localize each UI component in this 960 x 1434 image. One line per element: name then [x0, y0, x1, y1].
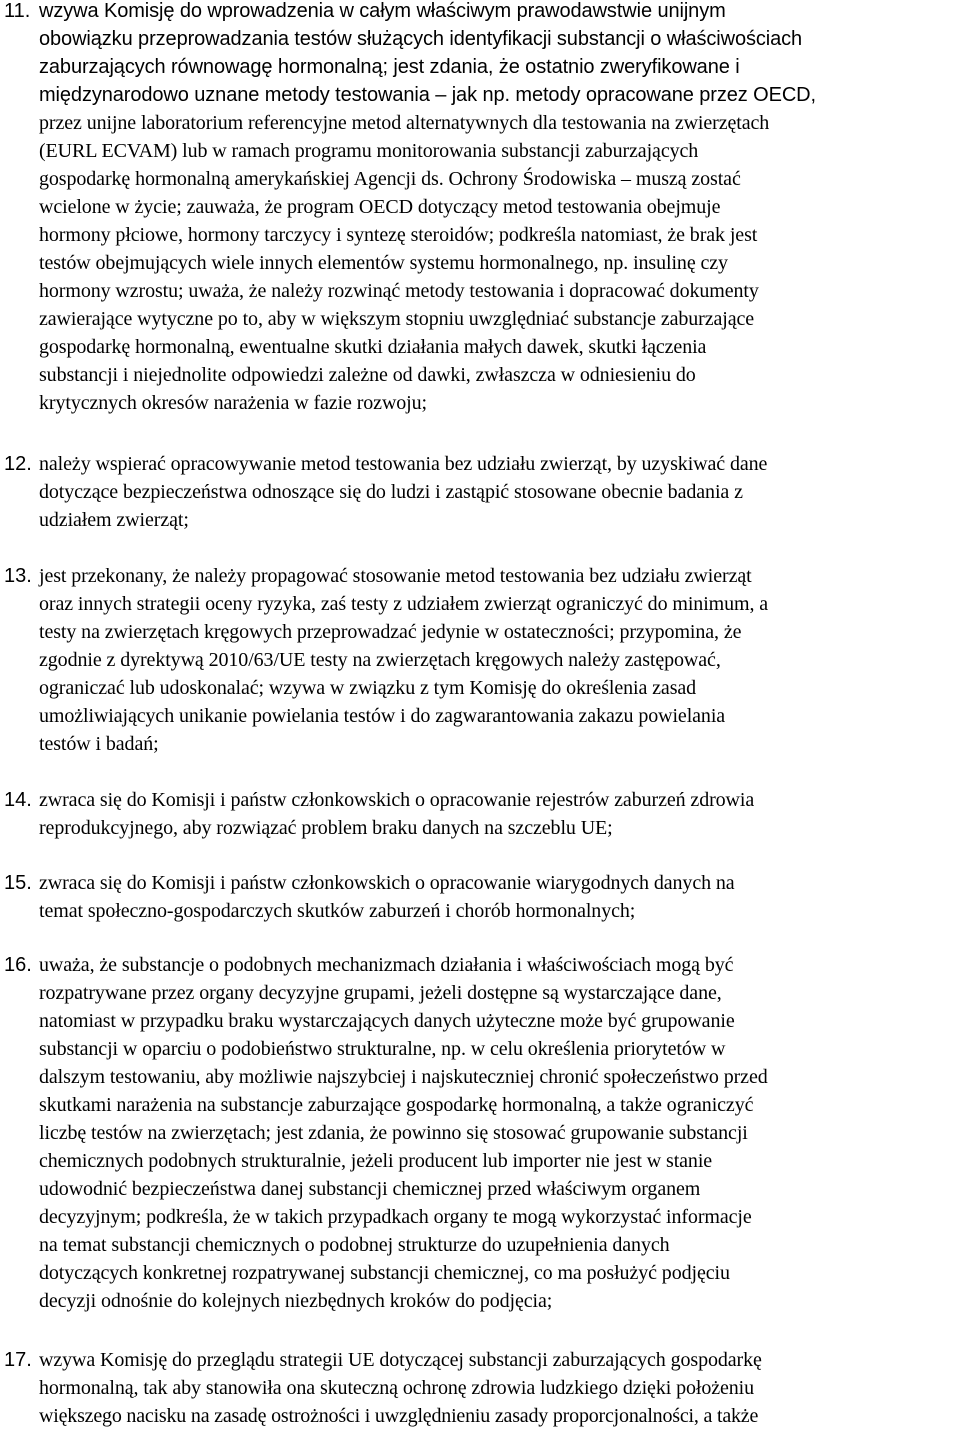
paragraph-line: wzywa Komisję do przeglądu strategii UE dotyczącej substancji zaburzających gospodarkę	[39, 1349, 762, 1371]
paragraph-16	[0, 951, 960, 1315]
paragraph-line: substancji w oparciu o podobieństwo strukturalne, np. w celu określenia priorytetów w	[39, 1038, 726, 1060]
paragraph-line: międzynarodowo uznane metody testowania – jak np. metody opracowane przez OECD,	[39, 84, 816, 106]
paragraph-number: 15.	[4, 872, 32, 894]
paragraph-line: obowiązku przeprowadzania testów służących identyfikacji substancji o właściwościach	[39, 28, 803, 50]
paragraph-line: udziałem zwierząt;	[39, 509, 189, 531]
paragraph-line: uważa, że substancje o podobnych mechanizmach działania i właściwościach mogą być	[39, 954, 734, 976]
paragraph-14	[0, 786, 960, 842]
paragraph-line: jest przekonany, że należy propagować stosowanie metod testowania bez udziału zwierząt	[39, 565, 752, 587]
paragraph-13	[0, 562, 960, 758]
paragraph-line: natomiast w przypadku braku wystarczających danych użyteczne może być grupowanie	[39, 1010, 735, 1032]
paragraph-number: 16.	[4, 954, 32, 976]
paragraph-line: wcielone w życie; zauważa, że program OECD dotyczący metod testowania obejmuje	[39, 196, 721, 218]
paragraph-17	[0, 1346, 960, 1430]
paragraph-line: testów obejmujących wiele innych elementów systemu hormonalnego, np. insulinę czy	[39, 252, 728, 274]
paragraph-line: reprodukcyjnego, aby rozwiązać problem braku danych na szczeblu UE;	[39, 817, 613, 839]
paragraph-line: hormony wzrostu; uważa, że należy rozwinąć metody testowania i dopracować dokumenty	[39, 280, 759, 302]
paragraph-line: zwraca się do Komisji i państw członkowskich o opracowanie rejestrów zaburzeń zdrowia	[39, 789, 755, 811]
paragraph-line: krytycznych okresów narażenia w fazie rozwoju;	[39, 392, 427, 414]
paragraph-line: (EURL ECVAM) lub w ramach programu monitorowania substancji zaburzających	[39, 140, 699, 162]
paragraph-line: udowodnić bezpieczeństwa danej substancji chemicznej przed właściwym organem	[39, 1178, 701, 1200]
paragraph-line: decyzji odnośnie do kolejnych niezbędnych kroków do podjęcia;	[39, 1290, 553, 1312]
paragraph-line: zwraca się do Komisji i państw członkowskich o opracowanie wiarygodnych danych na	[39, 872, 735, 894]
paragraph-line: chemicznych podobnych strukturalnie, jeżeli producent lub importer nie jest w stanie	[39, 1150, 713, 1172]
paragraph-line: decyzyjnym; podkreśla, że w takich przypadkach organy te mogą wykorzystać informacje	[39, 1206, 752, 1228]
paragraph-line: skutkami narażenia na substancje zaburzające gospodarkę hormonalną, a także ograniczyć	[39, 1094, 754, 1116]
paragraph-number: 12.	[4, 453, 32, 475]
paragraph-line: zawierające wytyczne po to, aby w większym stopniu uwzględniać substancje zaburzające	[39, 308, 755, 330]
paragraph-line: substancji i niejednolite odpowiedzi zależne od dawki, zwłaszcza w odniesieniu do	[39, 364, 696, 386]
paragraph-line: przez unijne laboratorium referencyjne metod alternatywnych dla testowania na zwierzętach	[39, 112, 770, 134]
paragraph-line: dalszym testowaniu, aby możliwie najszybciej i najskuteczniej chronić społeczeństwo przed	[39, 1066, 768, 1088]
paragraph-line: dotyczących konkretnej rozpatrywanej substancji chemicznej, co ma posłużyć podjęciu	[39, 1262, 730, 1284]
paragraph-line: hormony płciowe, hormony tarczycy i syntezę steroidów; podkreśla natomiast, że brak jest	[39, 224, 758, 246]
paragraph-line: wzywa Komisję do wprowadzenia w całym właściwym prawodawstwie unijnym	[39, 0, 726, 22]
paragraph-12	[0, 450, 960, 534]
paragraph-number: 13.	[4, 565, 32, 587]
paragraph-15	[0, 869, 960, 925]
paragraph-line: na temat substancji chemicznych o podobnej strukturze do uzupełnienia danych	[39, 1234, 670, 1256]
paragraph-11	[0, 0, 960, 417]
paragraph-line: testy na zwierzętach kręgowych przeprowadzać jedynie w ostateczności; przypomina, że	[39, 621, 742, 643]
paragraph-line: testów i badań;	[39, 733, 159, 755]
paragraph-line: rozpatrywane przez organy decyzyjne grupami, jeżeli dostępne są wystarczające dane,	[39, 982, 722, 1004]
paragraph-line: należy wspierać opracowywanie metod testowania bez udziału zwierząt, by uzyskiwać dane	[39, 453, 768, 475]
paragraph-number: 11.	[4, 0, 31, 22]
paragraph-line: hormonalną, tak aby stanowiła ona skuteczną ochronę zdrowia ludzkiego dzięki położeniu	[39, 1377, 755, 1399]
paragraph-line: zgodnie z dyrektywą 2010/63/UE testy na zwierzętach kręgowych należy zastępować,	[39, 649, 721, 671]
paragraph-line: liczbę testów na zwierzętach; jest zdania, że powinno się stosować grupowanie substancji	[39, 1122, 748, 1144]
paragraph-line: gospodarkę hormonalną amerykańskiej Agencji ds. Ochrony Środowiska – muszą zostać	[39, 168, 741, 190]
paragraph-line: temat społeczno-gospodarczych skutków zaburzeń i chorób hormonalnych;	[39, 900, 636, 922]
paragraph-line: ograniczać lub udoskonalać; wzywa w związku z tym Komisję do określenia zasad	[39, 677, 697, 699]
paragraph-number: 17.	[4, 1349, 32, 1371]
paragraph-line: większego nacisku na zasadę ostrożności i uwzględnieniu zasady proporcjonalności, a także	[39, 1405, 759, 1427]
paragraph-number: 14.	[4, 789, 32, 811]
paragraph-line: dotyczące bezpieczeństwa odnoszące się do ludzi i zastąpić stosowane obecnie badania z	[39, 481, 743, 503]
paragraph-line: oraz innych strategii oceny ryzyka, zaś testy z udziałem zwierząt ograniczyć do minimum, a	[39, 593, 769, 615]
paragraph-line: umożliwiających unikanie powielania testów i do zagwarantowania zakazu powielania	[39, 705, 726, 727]
paragraph-line: zaburzających równowagę hormonalną; jest zdania, że ostatnio zweryfikowane i	[39, 56, 740, 78]
paragraph-line: gospodarkę hormonalną, ewentualne skutki działania małych dawek, skutki łączenia	[39, 336, 707, 358]
